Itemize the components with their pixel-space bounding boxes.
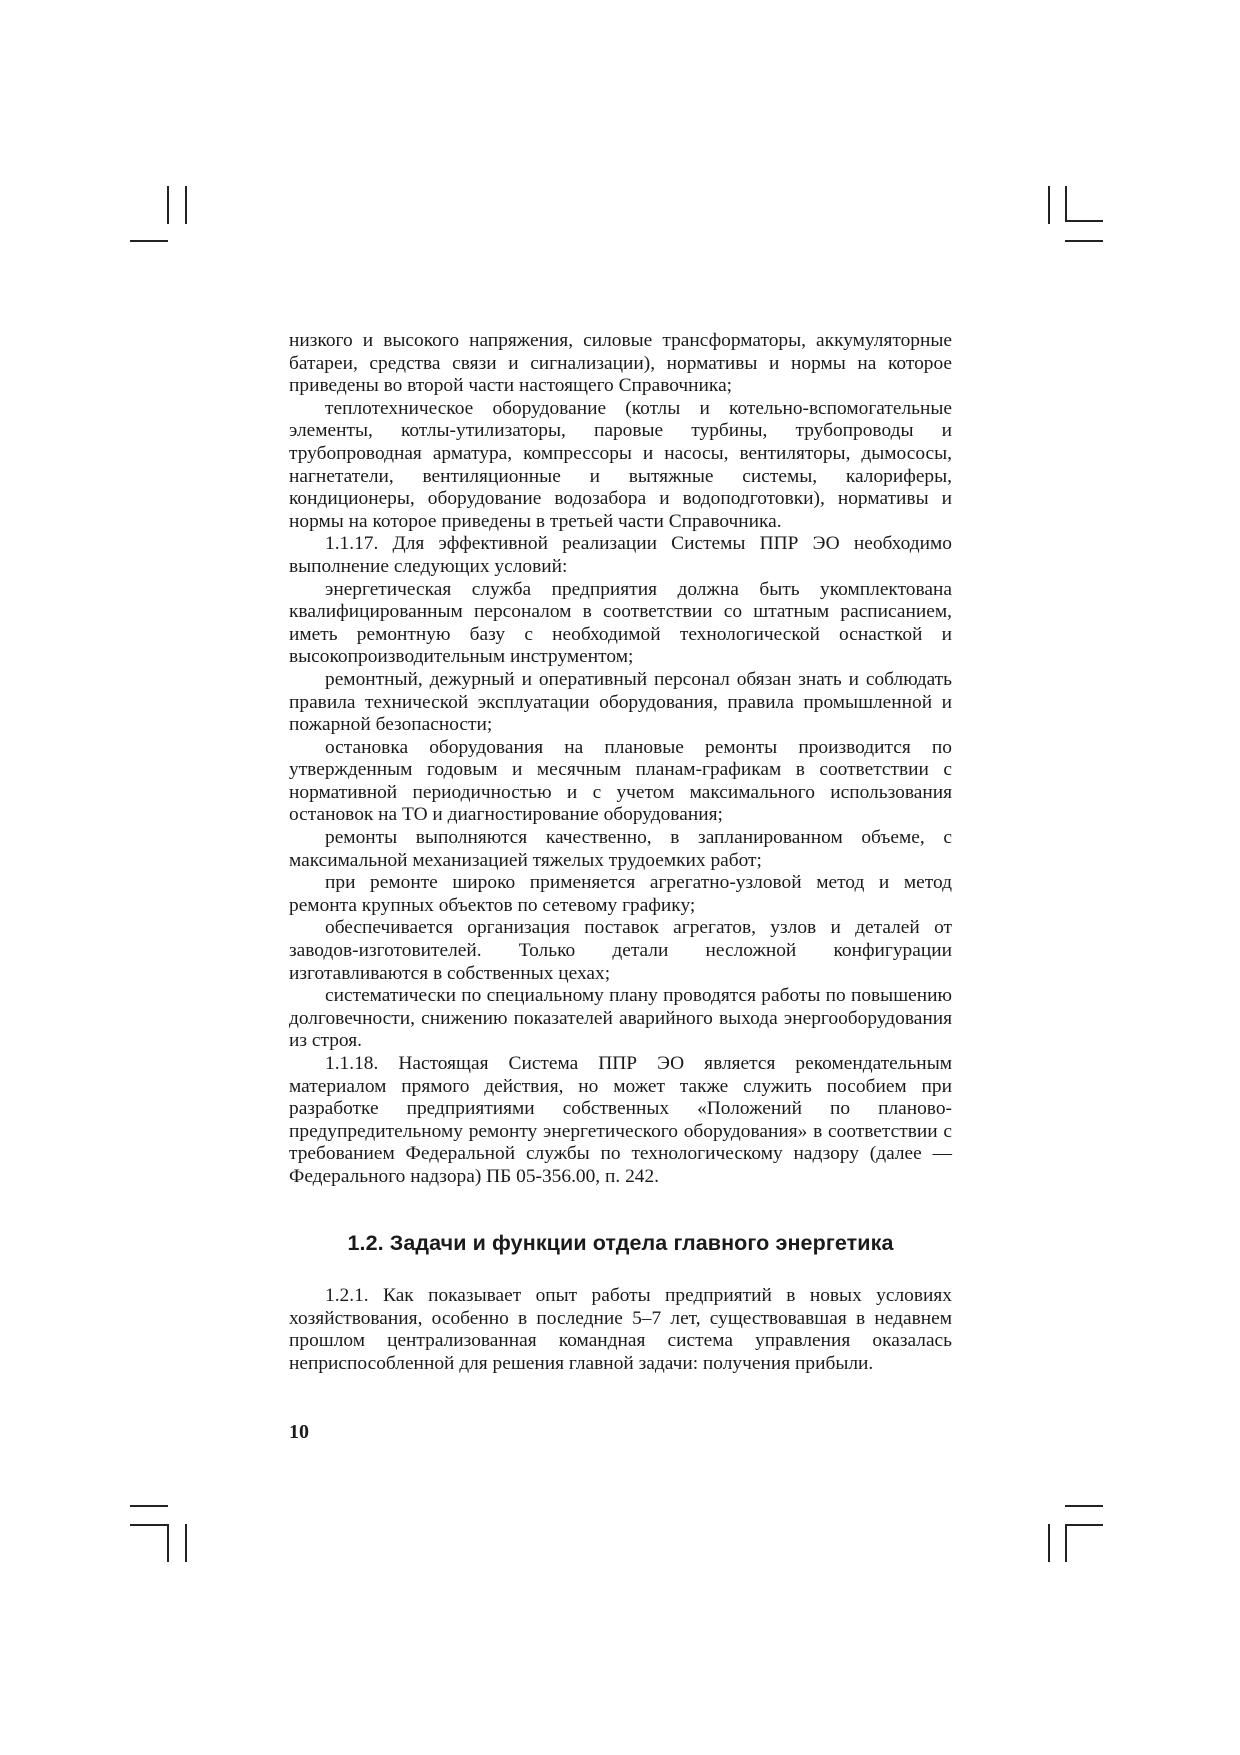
paragraph-6: ремонты выполняются качественно, в запланированном объеме, с максимальной механизацией тяжелых трудоемких работ; bbox=[289, 827, 952, 871]
crop-mark-tl-vertical-1 bbox=[167, 186, 169, 224]
crop-mark-br-corner-h bbox=[1065, 1524, 1103, 1526]
crop-mark-tl-horizontal bbox=[130, 240, 168, 242]
section-paragraph-0: 1.2.1. Как показывает опыт работы предприятий в новых условиях хозяйствования, особенно в последние 5–7 лет, существовавшая в недавнем прошлом централизованная командная система управления оказалась неприспособленной для решения главной задачи: получения прибыли. bbox=[289, 1285, 952, 1374]
crop-mark-tr-vertical-1 bbox=[1048, 186, 1050, 224]
crop-mark-tl-vertical-2 bbox=[185, 186, 187, 224]
paragraph-0: низкого и высокого напряжения, силовые трансформаторы, аккумуляторные батареи, средства связи и сигнализации), нормативы и нормы на которое приведены во второй части настоящего Справочника; bbox=[289, 330, 952, 397]
crop-mark-bl-corner-h bbox=[130, 1524, 168, 1526]
paragraph-9: систематически по специальному плану проводятся работы по повышению долговечности, снижению показателей аварийного выхода энергооборудования из строя. bbox=[289, 985, 952, 1052]
paragraph-8: обеспечивается организация поставок агрегатов, узлов и деталей от заводов-изготовителей. Только детали несложной конфигурации изготавливаются в собственных цехах; bbox=[289, 917, 952, 984]
paragraph-2: 1.1.17. Для эффективной реализации Системы ППР ЭО необходимо выполнение следующих условий: bbox=[289, 533, 952, 577]
paragraph-7: при ремонте широко применяется агрегатно-узловой метод и метод ремонта крупных объектов по сетевому графику; bbox=[289, 872, 952, 916]
paragraph-4: ремонтный, дежурный и оперативный персонал обязан знать и соблюдать правила технической эксплуатации оборудования, правила промышленной и пожарной безопасности; bbox=[289, 668, 952, 736]
paragraph-5: остановка оборудования на плановые ремонты производится по утвержденным годовым и месячным планам-графикам в соответствии с нормативной периодичностью и с учетом максимального использования остановок на ТО и диагностирование оборудования; bbox=[289, 736, 952, 826]
crop-mark-bl-horizontal bbox=[130, 1505, 168, 1507]
body-text bbox=[289, 330, 952, 1189]
paragraph-3: энергетическая служба предприятия должна быть укомплектована квалифицированным персоналом в соответствии со штатным расписанием, иметь ремонтную базу с необходимой технологической оснасткой и высокопроизводительным инструментом; bbox=[289, 578, 952, 668]
crop-mark-tr-corner-v bbox=[1065, 186, 1067, 220]
crop-mark-br-vertical-1 bbox=[1048, 1524, 1050, 1562]
crop-mark-tr-horizontal bbox=[1065, 240, 1103, 242]
crop-mark-bl-vertical-2 bbox=[185, 1524, 187, 1562]
crop-mark-br-corner-v bbox=[1065, 1524, 1067, 1562]
crop-mark-br-horizontal bbox=[1065, 1505, 1103, 1507]
paragraph-10: 1.1.18. Настоящая Система ППР ЭО является рекомендательным материалом прямого действия, но может также служить пособием при разработке предприятиями собственных «Положений по планово-предупредительному ремонту энергетического оборудования» в соответствии с требованием Федеральной службы по технологическому надзору (далее — Федерального надзора) ПБ 05-356.00, п. 242. bbox=[289, 1053, 952, 1187]
paragraph-1: теплотехническое оборудование (котлы и котельно-вспомогательные элементы, котлы-утилизаторы, паровые турбины, трубопроводы и трубопроводная арматура, компрессоры и насосы, вентиляторы, дымососы, нагнетатели, вентиляционные и вытяжные системы, калориферы, кондиционеры, оборудование водозабора и водоподготовки), нормативы и нормы на которое приведены в третьей части Справочника. bbox=[289, 397, 952, 532]
section-heading: 1.2. Задачи и функции отдела главного энергетика bbox=[347, 1231, 894, 1255]
page-number: 10 bbox=[289, 1421, 309, 1443]
section-body-text bbox=[289, 1285, 952, 1375]
crop-mark-tr-corner-h bbox=[1065, 220, 1103, 222]
crop-mark-bl-corner-v bbox=[167, 1524, 169, 1562]
